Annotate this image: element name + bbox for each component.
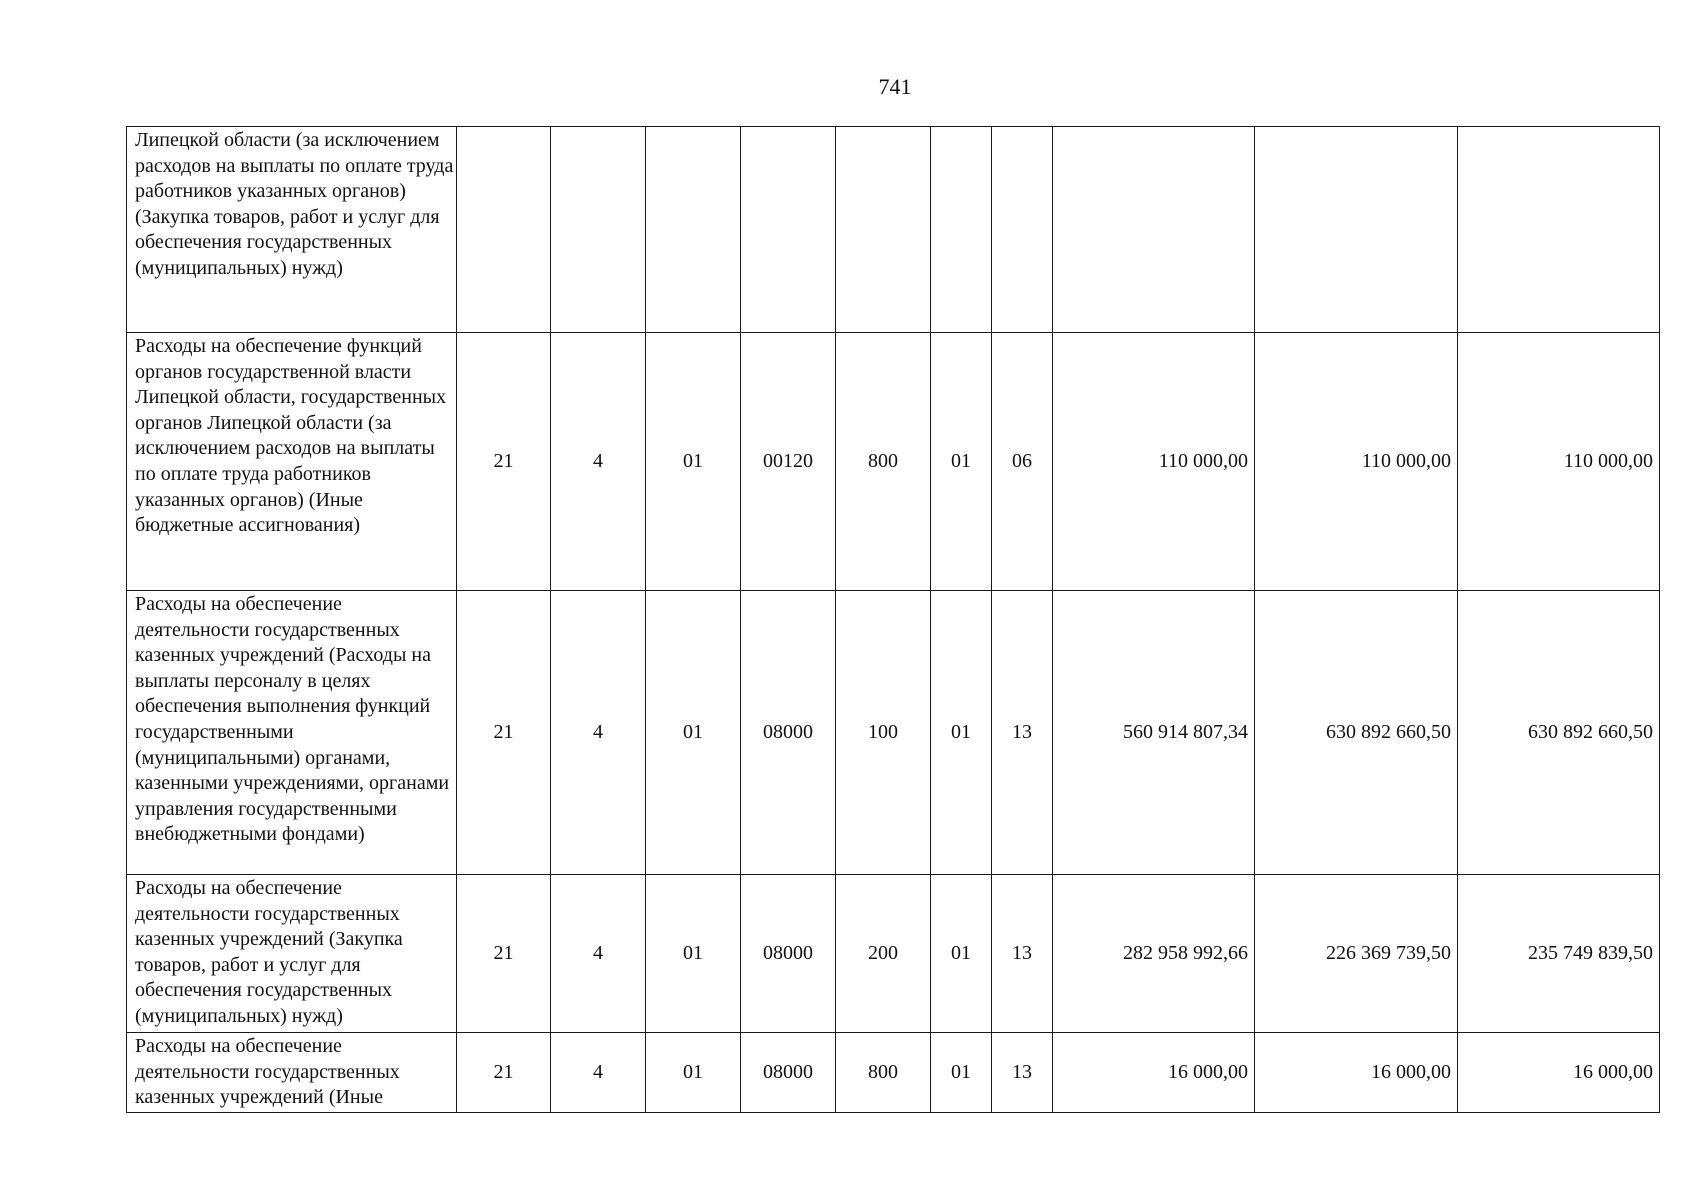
row-code-c6: 01 — [931, 591, 992, 875]
row-code-c4: 08000 — [741, 591, 836, 875]
row-code-c7: 13 — [992, 591, 1053, 875]
table-row — [127, 333, 1660, 591]
row-code-c7 — [992, 127, 1053, 333]
row-amount-a3: 630 892 660,50 — [1458, 591, 1660, 875]
row-description: Расходы на обеспечение деятельности государственных казенных учреждений (Иные — [127, 1033, 457, 1113]
row-amount-a3: 110 000,00 — [1458, 333, 1660, 591]
row-amount-a3 — [1458, 127, 1660, 333]
row-code-c6: 01 — [931, 1033, 992, 1113]
table-row — [127, 875, 1660, 1033]
row-code-c1 — [457, 127, 551, 333]
row-code-c2: 4 — [551, 1033, 646, 1113]
row-amount-a3: 235 749 839,50 — [1458, 875, 1660, 1033]
row-code-c1: 21 — [457, 333, 551, 591]
row-code-c1: 21 — [457, 875, 551, 1033]
row-code-c2: 4 — [551, 333, 646, 591]
row-code-c2: 4 — [551, 875, 646, 1033]
row-amount-a2: 16 000,00 — [1255, 1033, 1458, 1113]
table-row — [127, 127, 1660, 333]
row-code-c2 — [551, 127, 646, 333]
row-description: Расходы на обеспечение деятельности государственных казенных учреждений (Расходы на выплаты персоналу в целях обеспечения выполнения функций государственными (муниципальными) органами, казенными учреждениями, органами управления государственными внебюджетными фондами) — [127, 591, 457, 875]
row-code-c7: 13 — [992, 1033, 1053, 1113]
row-code-c7: 13 — [992, 875, 1053, 1033]
row-amount-a2 — [1255, 127, 1458, 333]
row-code-c3: 01 — [646, 333, 741, 591]
row-code-c4: 00120 — [741, 333, 836, 591]
budget-table — [126, 126, 1660, 1113]
row-code-c6: 01 — [931, 333, 992, 591]
row-code-c1: 21 — [457, 1033, 551, 1113]
table-row — [127, 591, 1660, 875]
row-amount-a2: 226 369 739,50 — [1255, 875, 1458, 1033]
row-amount-a2: 630 892 660,50 — [1255, 591, 1458, 875]
row-code-c5: 800 — [836, 333, 931, 591]
row-amount-a1: 110 000,00 — [1053, 333, 1255, 591]
row-code-c5: 200 — [836, 875, 931, 1033]
row-code-c3 — [646, 127, 741, 333]
row-amount-a1: 560 914 807,34 — [1053, 591, 1255, 875]
row-code-c3: 01 — [646, 1033, 741, 1113]
row-code-c3: 01 — [646, 591, 741, 875]
row-description: Расходы на обеспечение функций органов государственной власти Липецкой области, государственных органов Липецкой области (за исключением расходов на выплаты по оплате труда работников указанных органов) (Иные бюджетные ассигнования) — [127, 333, 457, 591]
row-code-c5 — [836, 127, 931, 333]
row-amount-a2: 110 000,00 — [1255, 333, 1458, 591]
row-code-c6 — [931, 127, 992, 333]
row-amount-a1: 16 000,00 — [1053, 1033, 1255, 1113]
row-description: Расходы на обеспечение деятельности государственных казенных учреждений (Закупка товаров, работ и услуг для обеспечения государственных (муниципальных) нужд) — [127, 875, 457, 1033]
row-amount-a3: 16 000,00 — [1458, 1033, 1660, 1113]
row-code-c3: 01 — [646, 875, 741, 1033]
row-code-c4: 08000 — [741, 1033, 836, 1113]
row-code-c2: 4 — [551, 591, 646, 875]
row-code-c7: 06 — [992, 333, 1053, 591]
table-body — [127, 127, 1660, 1113]
row-code-c4 — [741, 127, 836, 333]
row-code-c5: 800 — [836, 1033, 931, 1113]
row-description: Липецкой области (за исключением расходов на выплаты по оплате труда работников указанных органов) (Закупка товаров, работ и услуг для обеспечения государственных (муниципальных) нужд) — [127, 127, 457, 333]
row-amount-a1 — [1053, 127, 1255, 333]
row-amount-a1: 282 958 992,66 — [1053, 875, 1255, 1033]
table-row — [127, 1033, 1660, 1113]
row-code-c6: 01 — [931, 875, 992, 1033]
page-number: 741 — [878, 74, 912, 99]
row-code-c1: 21 — [457, 591, 551, 875]
row-code-c5: 100 — [836, 591, 931, 875]
row-code-c4: 08000 — [741, 875, 836, 1033]
